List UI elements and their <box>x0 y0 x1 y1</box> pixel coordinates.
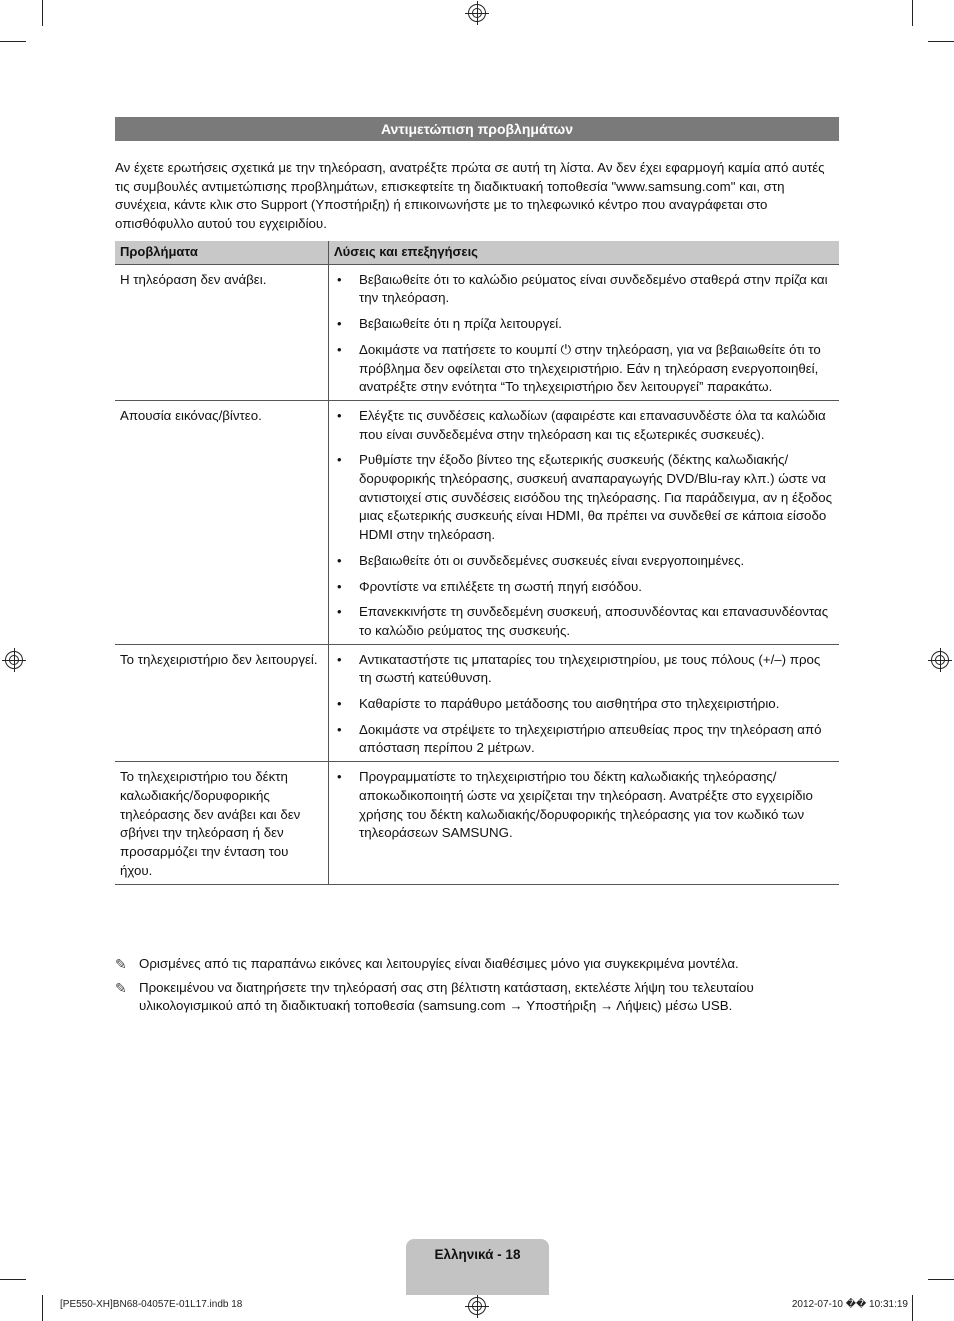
page-number-tab: Ελληνικά - 18 <box>406 1239 549 1295</box>
solution-text: Δοκιμάστε να πατήσετε το κουμπί ⏻ στην τηλεόραση, για να βεβαιωθείτε ότι το πρόβλημα δεν οφείλεται στο τηλεχειριστήριο. Εάν η τηλεόραση ενεργοποιηθεί, ανατρέξτε στην ενότητα “Το τηλεχειριστήριο δεν λειτουργεί” παρακάτω. <box>359 341 821 395</box>
solution-item <box>337 315 835 334</box>
table-row <box>115 762 839 885</box>
crop-mark <box>928 41 954 42</box>
column-header-solutions: Λύσεις και επεξηγήσεις <box>329 241 840 264</box>
note-item <box>115 955 839 974</box>
note-text: Ορισμένες από τις παραπάνω εικόνες και λειτουργίες είναι διαθέσιμες μόνο για συγκεκριμένα μοντέλα. <box>139 956 739 971</box>
solution-text: Δοκιμάστε να στρέψετε το τηλεχειριστήριο απευθείας προς την τηλεόραση από απόσταση περίπου 2 μέτρων. <box>359 721 822 756</box>
bullet-icon: • <box>337 407 342 423</box>
solution-item <box>337 721 835 758</box>
crop-mark <box>0 1279 26 1280</box>
notes <box>115 955 839 1021</box>
solution-item <box>337 651 835 688</box>
solution-text: Καθαρίστε το παράθυρο μετάδοσης του αισθητήρα στο τηλεχειριστήριο. <box>359 696 780 712</box>
solution-text: Προγραμματίστε το τηλεχειριστήριο του δέκτη καλωδιακής τηλεόρασης/αποκωδικοποιητή ώστε να χειρίζεται την τηλεόραση. Ανατρέξτε στο εγχειρίδιο χρήσης του δέκτη καλωδιακής/δορυφορικής τηλεόρασης για τον κωδικό των τηλεοράσεων SAMSUNG. <box>359 769 813 841</box>
solution-text: Βεβαιωθείτε ότι το καλώδιο ρεύματος είναι συνδεδεμένο σταθερά στην πρίζα και την τηλεόραση. <box>359 271 828 306</box>
table-header-row <box>115 241 839 264</box>
print-slug-left: [PE550-XH]BN68-04057E-01L17.indb 18 <box>60 1299 243 1310</box>
bullet-icon: • <box>337 721 342 737</box>
solution-text: Ρυθμίστε την έξοδο βίντεο της εξωτερικής συσκευής (δέκτης καλωδιακής/δορυφορικής τηλεόρασης, συσκευή αναπαραγωγής DVD/Blu-ray κλπ.) ώστε να αντιστοιχεί στις συνδέσεις εισόδου της τηλεόρασης. Για παράδειγμα, αν η έξοδος μιας εξωτερικής συσκευής είναι HDMI, θα πρέπει να συνδεθεί σε κάποια είσοδο HDMI στην τηλεόραση. <box>359 452 833 543</box>
crop-mark <box>912 1295 913 1321</box>
problem-cell: Το τηλεχειριστήριο του δέκτη καλωδιακής/δορυφορικής τηλεόρασης δεν ανάβει και δεν σβήνει την τηλεόραση ή δεν προσαρμόζει την ένταση του ήχου. <box>115 762 329 885</box>
solution-item <box>337 451 835 545</box>
problem-cell: Απουσία εικόνας/βίντεο. <box>115 400 329 644</box>
table-row <box>115 644 839 762</box>
crop-mark <box>912 0 913 26</box>
table-row <box>115 400 839 644</box>
solution-item <box>337 603 835 640</box>
problem-cell: Η τηλεόραση δεν ανάβει. <box>115 264 329 400</box>
column-header-problems: Προβλήματα <box>115 241 329 264</box>
pencil-note-icon: ✎ <box>115 956 127 972</box>
intro-paragraph: Αν έχετε ερωτήσεις σχετικά με την τηλεόραση, ανατρέξτε πρώτα σε αυτή τη λίστα. Αν δεν έχει εφαρμογή καμία από αυτές τις συμβουλές αντιμετώπισης προβλημάτων, επισκεφτείτε τη διαδικτυακή τοποθεσία "www.samsung.com" και, στη συνέχεια, κάντε κλικ στο Support (Υποστήριξη) ή επικοινωνήστε με το τηλεφωνικό κέντρο που αναγράφεται στο οπισθόφυλλο αυτού του εγχειριδίου. <box>115 160 825 232</box>
solution-text: Ελέγξτε τις συνδέσεις καλωδίων (αφαιρέστε και επανασυνδέστε όλα τα καλώδια που είναι συνδεδεμένα στην τηλεόραση και τις εξωτερικές συσκευές). <box>359 407 826 442</box>
bullet-icon: • <box>337 696 342 712</box>
print-slug-right: 2012-07-10 �� 10:31:19 <box>791 1299 908 1310</box>
bullet-icon: • <box>337 769 342 785</box>
registration-mark-icon <box>5 651 23 669</box>
solution-text: Φροντίστε να επιλέξετε τη σωστή πηγή εισόδου. <box>359 578 642 594</box>
bullet-icon: • <box>337 552 342 568</box>
section-title: Αντιμετώπιση προβλημάτων <box>115 117 839 141</box>
table-row <box>115 264 839 400</box>
solution-item <box>337 695 835 714</box>
bullet-icon: • <box>337 604 342 620</box>
crop-mark <box>928 1279 954 1280</box>
note-item <box>115 979 839 1016</box>
bullet-icon: • <box>337 452 342 468</box>
bullet-icon: • <box>337 271 342 287</box>
solution-text: Επανεκκινήστε τη συνδεδεμένη συσκευή, αποσυνδέοντας και επανασυνδέοντας το καλώδιο ρεύματος της συσκευής. <box>359 604 829 638</box>
solution-item <box>337 271 835 308</box>
solution-item <box>337 552 835 571</box>
solutions-cell <box>329 400 840 644</box>
solution-item <box>337 407 835 444</box>
registration-mark-icon <box>931 651 949 669</box>
crop-mark <box>0 41 26 42</box>
bullet-icon: • <box>337 341 342 357</box>
solution-item <box>337 578 835 597</box>
crop-mark <box>42 1295 43 1321</box>
solutions-cell <box>329 644 840 762</box>
solution-item <box>337 341 835 397</box>
solutions-cell <box>329 264 840 400</box>
solutions-cell <box>329 762 840 885</box>
registration-mark-icon <box>468 4 486 22</box>
solution-item <box>337 768 835 843</box>
bullet-icon: • <box>337 651 342 667</box>
solution-text: Βεβαιωθείτε ότι οι συνδεδεμένες συσκευές είναι ενεργοποιημένες. <box>359 552 745 568</box>
bullet-icon: • <box>337 578 342 594</box>
problem-cell: Το τηλεχειριστήριο δεν λειτουργεί. <box>115 644 329 762</box>
troubleshooting-table <box>115 241 839 885</box>
note-text: Προκειμένου να διατηρήσετε την τηλεόρασή σας στη βέλτιστη κατάσταση, εκτελέστε λήψη του τελευταίου υλικολογισμικού από τη διαδικτυακή τοποθεσία (samsung.com → Υποστήριξη → Λήψεις) μέσω USB. <box>139 979 754 1014</box>
pencil-note-icon: ✎ <box>115 979 127 996</box>
crop-mark <box>42 0 43 26</box>
solution-text: Βεβαιωθείτε ότι η πρίζα λειτουργεί. <box>359 316 562 332</box>
bullet-icon: • <box>337 316 342 332</box>
solution-text: Αντικαταστήστε τις μπαταρίες του τηλεχειριστηρίου, με τους πόλους (+/–) προς τη σωστή κατεύθυνση. <box>359 651 821 686</box>
registration-mark-icon <box>468 1297 486 1315</box>
